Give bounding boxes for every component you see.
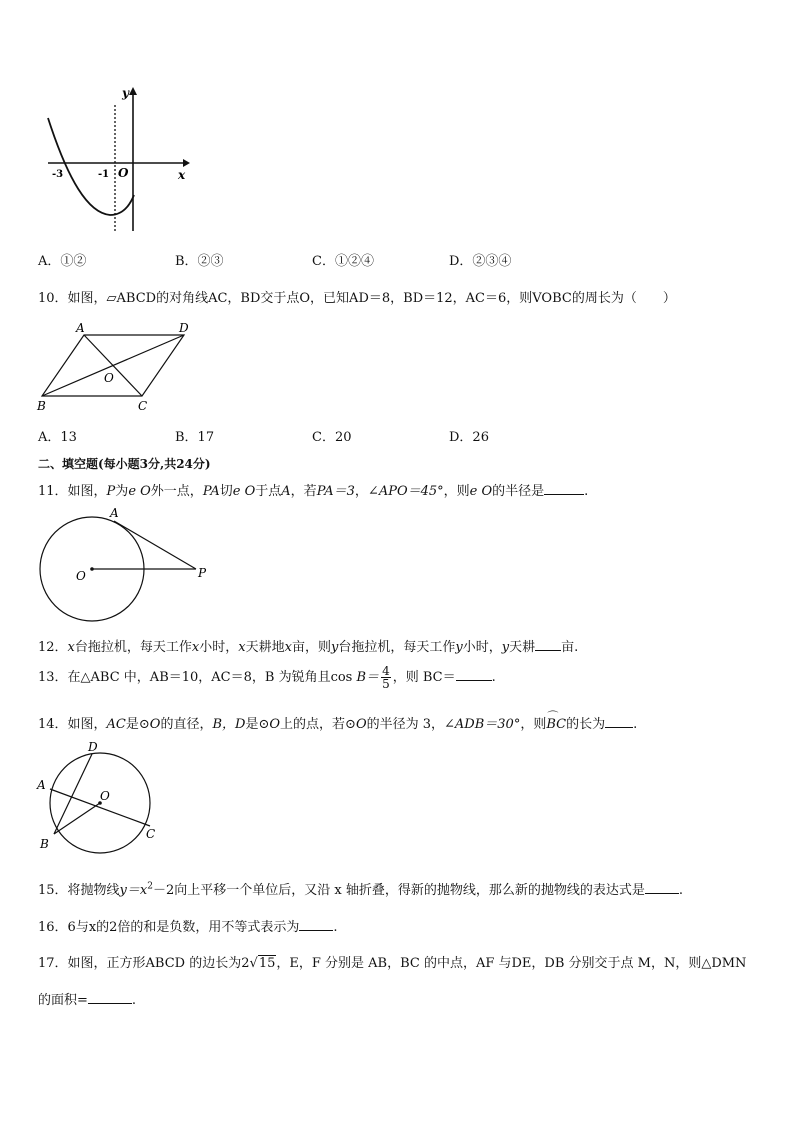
x-axis-label: x [178,168,186,182]
q14-text: 的直径， [160,717,213,732]
q13-answer-blank[interactable] [456,668,492,681]
q10-parallelogram-figure [34,318,204,418]
q10-option-b[interactable]: B．17 [175,430,215,445]
point-label-o: O [104,371,114,385]
q12-var-y: y [501,640,510,655]
q14-angle: ∠ADB＝30° [444,717,521,732]
q14-o: O [269,717,281,732]
q12-text: 亩. [561,640,579,655]
q11-circle-o: e O [128,484,151,499]
q12-var-x: x [284,640,292,655]
q13-cos: cos [330,670,353,685]
q15-equation: －2 [152,883,175,898]
q10-option-a[interactable]: A．13 [38,430,77,445]
q10-option-c[interactable]: C．20 [312,430,352,445]
q14-text: 14．如图， [38,717,107,732]
q9-option-a[interactable]: A．①② [38,254,87,269]
q11-circle-figure [36,505,216,623]
point-label-a: A [76,321,85,335]
q17-text: ，E，F 分别是 AB，BC 的中点，AF 与DE，DB 分别交于点 M，N，则△DMN [276,956,747,971]
q12-var-x: x [67,640,75,655]
q17-text: . [131,993,137,1008]
q13-text: 13．在△ABC 中，AB＝10，AC＝8，B 为锐角且 [38,670,331,685]
q15-text: 15．将抛物线 [38,883,120,898]
q13-numerator: 4 [382,664,390,678]
q13-text: ，则 BC＝ [392,670,456,685]
q11-var-p: P [106,484,116,499]
q15-text: 向上平移一个单位后，又沿 x 轴折叠，得新的抛物线，那么新的抛物线的表达式是 [174,883,645,898]
q14-ac: AC [106,717,126,732]
q12-text: 天耕地 [245,640,285,655]
q12-text: 台拖拉机，每天工作 [338,640,456,655]
q12-var-y: y [330,640,339,655]
q9-option-d[interactable]: D．②③④ [449,254,512,269]
q17-text: 17．如图，正方形ABCD 的边长为 [38,956,242,971]
q12-text: 小时， [462,640,502,655]
point-label-d: D [88,740,98,754]
q11-text: 切 [219,484,233,499]
q14-text: 上的点，若⊙ [280,717,356,732]
q16-text: 16．6与x的2倍的和是负数，用不等式表示为 [38,920,300,935]
q14-o: O [355,717,367,732]
q9-option-b[interactable]: B．②③ [175,254,224,269]
q12-text: 台拖拉机，每天工作 [74,640,192,655]
q12-question-text [38,636,578,655]
point-label-a: A [110,506,119,520]
q11-circle-o: e O [469,484,493,499]
q11-text: 于点 [255,484,282,499]
q14-o: O [149,717,161,732]
q15-answer-blank[interactable] [645,881,679,894]
point-label-o: O [100,789,110,803]
point-label-p: P [198,566,207,580]
q16-text: . [333,920,338,935]
q17-radicand: 15 [258,956,276,971]
x-axis-arrow-icon [183,159,190,167]
point-label-c: C [138,399,148,413]
q10-options [38,426,586,445]
q11-text: 的半径是 [492,484,545,499]
q17-question-text-line2 [38,989,136,1008]
q11-var-a: A [281,484,291,499]
q13-b-eq: B＝ [356,670,380,685]
q17-answer-blank[interactable] [88,991,132,1004]
q13-fraction [381,665,391,690]
q11-text: ， [354,484,368,499]
q9-options [38,250,586,269]
q14-question-text [38,713,637,732]
q16-question-text [38,916,338,935]
point-label-b: B [37,399,46,413]
q14-text: 的半径为 3， [366,717,445,732]
q11-text: 11．如图， [38,484,107,499]
q14-text: 是⊙ [245,717,270,732]
point-label-a: A [37,778,46,792]
y-axis-arrow-icon [129,87,137,95]
q14-arc-bc: ⌒ BC [546,717,566,732]
q14-answer-blank[interactable] [605,715,633,728]
section-title: 二、填空题(每小题3分,共24分) [38,457,211,471]
q13-denominator: 5 [382,677,390,691]
q14-bd: B，D [212,717,246,732]
q14-text: 是⊙ [125,717,150,732]
q11-question-text: 11．如图，P为e O外一点，PA切e O于点A，若PA＝3，∠APO＝45°，则e O的半径是 . [38,484,589,499]
origin-label: O [118,166,129,180]
q12-text: 12． [38,640,68,655]
q12-var-y: y [455,640,463,655]
q12-text: 天耕 [509,640,536,655]
q12-text: 亩，则 [291,640,331,655]
q10-question-text: 10．如图，▱ABCD的对角线AC，BD交于点O，已知AD＝8，BD＝12，AC＝6，则VOBC的周长为（ ） [38,291,676,306]
q14-circle-figure [34,740,164,855]
sqrt-icon: √ [249,956,258,971]
q15-exponent: 2 [147,881,153,892]
q13-question-text [38,663,496,693]
q11-text: 为 [115,484,129,499]
q14-text: 的长为 [566,717,606,732]
point-label-b: B [40,837,49,851]
q13-text: . [491,670,496,685]
q11-answer-blank[interactable] [544,482,584,495]
q15-equation: y＝x [119,883,148,898]
q16-answer-blank[interactable] [299,918,333,931]
q11-angle: ∠APO＝45° [367,484,444,499]
point-label-o: O [76,569,86,583]
q11-text: ，则 [443,484,470,499]
q11-var-pa: PA [202,484,220,499]
q12-text: 小时， [199,640,239,655]
q14-text: . [633,717,638,732]
tick-label-minus-3: -3 [52,169,64,180]
q12-var-x: x [238,640,246,655]
point-label-d: D [179,321,189,335]
q17-question-text [38,952,746,971]
q11-circle-o: e O [232,484,256,499]
q11-pa-value: PA＝3 [316,484,355,499]
q12-var-x: x [191,640,200,655]
q11-text: ，若 [290,484,317,499]
q11-text: 外一点， [150,484,203,499]
q12-answer-blank[interactable] [535,638,561,651]
y-axis-label: y [122,86,129,100]
q15-text: . [678,883,683,898]
q17-coefficient: 2 [241,956,250,971]
q14-text: ，则 [520,717,547,732]
q10-option-d[interactable]: D．26 [449,430,489,445]
q9-parabola-graph [38,85,193,235]
q15-question-text [38,879,683,898]
tick-label-minus-1: -1 [98,169,110,180]
point-label-c: C [146,827,156,841]
q9-option-c[interactable]: C．①②④ [312,254,374,269]
q17-text: 的面积= [38,993,88,1008]
